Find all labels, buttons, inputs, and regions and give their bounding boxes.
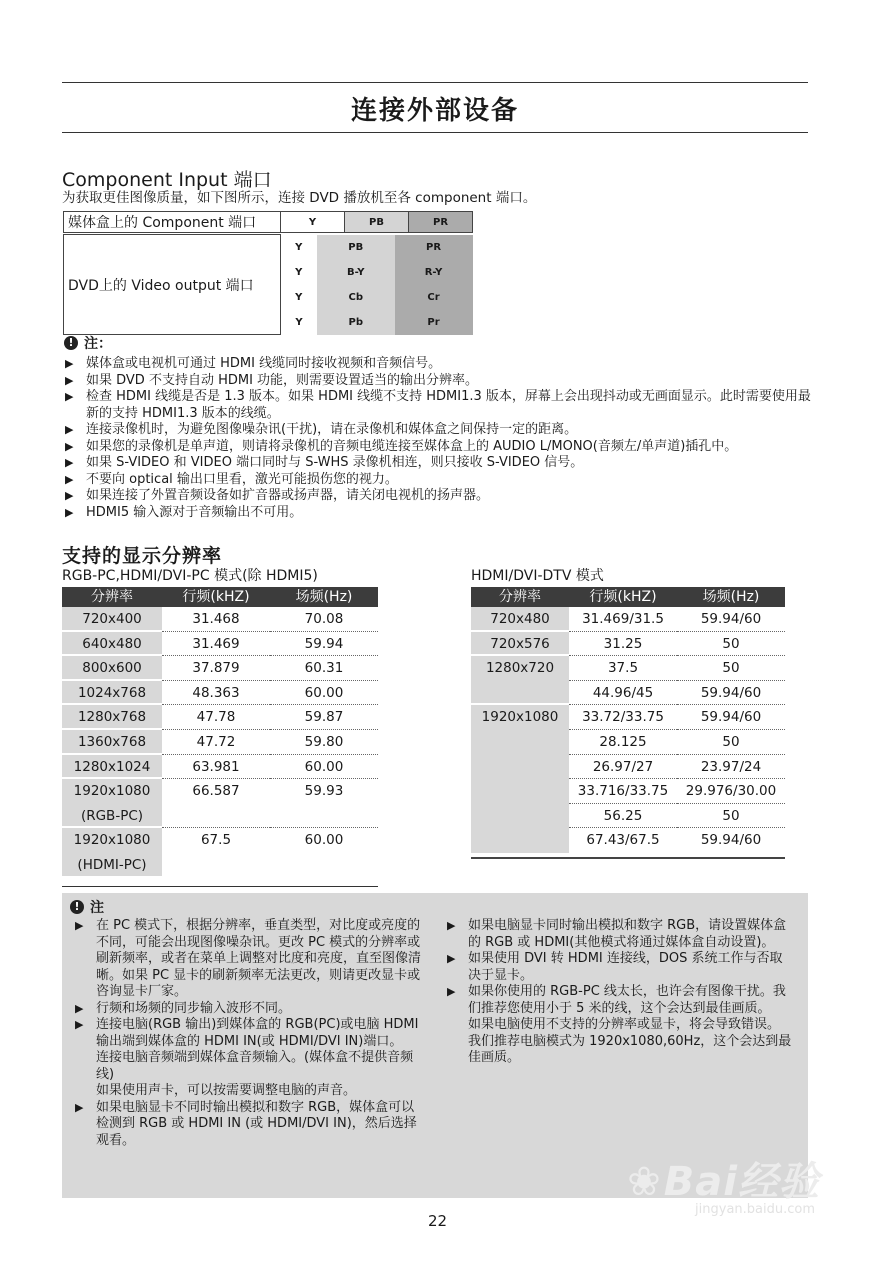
arrow-right-icon: ▶: [75, 1018, 84, 1031]
resolution-cell: 1920x1080: [62, 828, 162, 853]
arrow-right-icon: ▶: [65, 489, 74, 502]
resolution-cell: [471, 730, 569, 755]
resolution-cell: 1280x1024: [62, 755, 162, 780]
list-item: ▶ 媒体盒或电视机可通过 HDMI 线缆同时接收视频和音频信号。: [65, 356, 442, 371]
h-freq-cell: 37.879: [162, 656, 270, 681]
v-freq-cell: 60.00: [270, 681, 378, 706]
h-freq-cell: 33.72/33.75: [569, 705, 677, 730]
resolution-cell: [471, 779, 569, 804]
h-freq-cell: [162, 853, 270, 878]
h-freq-cell: 37.5: [569, 656, 677, 681]
v-freq-cell: 59.94/60: [677, 705, 785, 730]
h-freq-cell: 66.587: [192, 783, 240, 800]
h-freq-cell: 67.43/67.5: [586, 832, 660, 849]
table-row: [471, 755, 785, 780]
arrow-right-icon: ▶: [65, 439, 74, 453]
arrow-right-icon: ▶: [447, 985, 456, 998]
v-freq-cell: 50: [677, 656, 785, 681]
arrow-right-icon: ▶: [65, 373, 74, 387]
h-freq-cell: 33.716/33.75: [569, 779, 677, 804]
dvd-cell: Y: [281, 260, 317, 285]
list-item: ▶ 如果 S-VIDEO 和 VIDEO 端口同时与 S-WHS 录像机相连，则只接收 S-VIDEO 信号。: [65, 455, 584, 470]
resolution-cell: 1920x1080: [62, 779, 162, 804]
dtv-caption: HDMI/DVI-DTV 模式: [471, 568, 604, 584]
resolution-cell: 800x600: [62, 656, 162, 681]
resolution-heading: 支持的显示分辨率: [62, 545, 223, 567]
pc-resolution-table: [62, 587, 378, 878]
table-row: [471, 804, 785, 829]
list-item: ▶ 连接录像机时，为避免图像噪杂讯(干扰)，请在录像机和媒体盒之间保持一定的距离。: [65, 422, 578, 437]
list-item-continuation: 连接电脑音频端到媒体盒音频输入。(媒体盒不提供音频线): [96, 1050, 414, 1082]
box-port-pr: PR: [409, 212, 473, 233]
arrow-right-icon: ▶: [447, 919, 456, 932]
list-item: ▶ 在 PC 模式下，根据分辨率，垂直类型，对比度或亮度的不同，可能会出现图像噪杂讯。更改 PC 模式的分辨率或刷新频率，或者在菜单上调整对比度和亮度，直至图像清晰。如果 PC 显卡的刷新频率无法更改，则请更改显卡或咨询显卡厂家。: [75, 918, 422, 999]
h-freq-cell: 47.78: [162, 705, 270, 730]
table-row: [471, 730, 785, 755]
table-row: [471, 779, 785, 804]
list-item: ▶ 如果 DVD 不支持自动 HDMI 功能，则需要设置适当的输出分辨率。: [65, 372, 479, 388]
h-freq-cell: 31.469: [162, 632, 270, 657]
baidu-watermark-logo: ❀Bai经验: [627, 1159, 820, 1205]
table-row: [62, 656, 378, 681]
dvd-cell: Pb: [317, 310, 395, 335]
v-freq-cell: 59.94: [270, 632, 378, 657]
resolution-cell: 720x400: [62, 607, 162, 632]
component-intro: 为获取更佳图像质量，如下图所示，连接 DVD 播放机至各 component 端口。: [62, 190, 537, 206]
arrow-right-icon: ▶: [65, 456, 74, 469]
v-freq-cell: 59.94/60: [677, 681, 785, 706]
dvd-cell: PB: [317, 235, 395, 260]
h-freq-cell: 48.363: [162, 681, 270, 706]
list-item: ▶ 行频和场频的同步输入波形不同。: [75, 1000, 292, 1016]
box-port-pb: PB: [345, 212, 409, 233]
arrow-right-icon: ▶: [65, 505, 74, 519]
v-freq-cell: 50: [677, 632, 785, 657]
resolution-cell: 640x480: [62, 632, 162, 657]
v-freq-cell: 60.00: [304, 832, 344, 849]
resolution-cell: 1280x768: [62, 705, 162, 730]
paw-icon: ❀: [627, 1159, 662, 1205]
h-freq-cell: 44.96/45: [569, 681, 677, 706]
table-row: [62, 804, 378, 829]
component-heading: Component Input 端口: [62, 169, 272, 191]
h-freq-cell: 28.125: [569, 730, 677, 755]
dtv-resolution-table: [471, 587, 785, 853]
h-freq-cell: 31.468: [162, 607, 270, 632]
list-item: ▶ 如果电脑显卡不同时输出模拟和数字 RGB，媒体盒可以检测到 RGB 或 HDMI IN (或 HDMI/DVI IN)，然后选择观看。: [75, 1099, 417, 1148]
arrow-right-icon: ▶: [75, 1001, 84, 1015]
page-title: 连接外部设备: [350, 96, 519, 126]
page-number: 22: [427, 1212, 448, 1230]
table-row: [471, 607, 785, 632]
v-freq-cell: 29.976/30.00: [677, 779, 785, 804]
v-freq-cell: 60.00: [270, 755, 378, 780]
v-freq-cell: [270, 853, 378, 878]
v-freq-cell: 59.87: [270, 705, 378, 730]
table-row: [62, 779, 378, 804]
list-item-continuation: 如果电脑使用不支持的分辨率或显卡，将会导致错误。: [468, 1017, 781, 1032]
list-item-continuation: 我们推荐电脑模式为 1920x1080,60Hz，这个会达到最佳画质。: [468, 1033, 792, 1065]
v-freq-cell: 23.97/24: [677, 755, 785, 780]
table-row: [62, 828, 378, 853]
resolution-cell: [471, 755, 569, 780]
table-header: 分辨率 行频(kHZ) 场频(Hz): [62, 587, 378, 607]
dvd-cell: Cb: [317, 285, 395, 310]
v-freq-cell: 59.80: [270, 730, 378, 755]
h-freq-cell: 63.981: [162, 755, 270, 780]
note1-list: [62, 356, 812, 521]
list-item: ▶ 如果使用 DVI 转 HDMI 连接线，DOS 系统工作与否取决于显卡。: [447, 951, 783, 983]
table-row: [62, 681, 378, 706]
list-item-continuation: 如果使用声卡，可以按需要调整电脑的声音。: [96, 1083, 357, 1098]
table-row: [62, 705, 378, 730]
resolution-cell: 1360x768: [62, 730, 162, 755]
table-row: [62, 755, 378, 780]
v-freq-cell: 59.94/60: [700, 832, 762, 849]
h-freq-cell: 47.72: [162, 730, 270, 755]
v-freq-cell: 59.93: [304, 783, 344, 800]
v-freq-cell: 60.31: [270, 656, 378, 681]
h-freq-cell: 56.25: [569, 804, 677, 829]
dvd-cell: Y: [281, 235, 317, 260]
list-item: ▶ HDMI5 输入源对于音频输出不可用。: [65, 504, 303, 520]
note2-right-list: [444, 918, 794, 1067]
dvd-cell: Pr: [395, 310, 473, 335]
dvd-cell: Y: [281, 310, 317, 335]
list-item: ▶ 如果连接了外置音频设备如扩音器或扬声器，请关闭电视机的扬声器。: [65, 488, 490, 503]
list-item: ▶ 不要向 optical 输出口里看，激光可能损伤您的视力。: [65, 471, 398, 487]
h-freq-cell: 67.5: [200, 832, 232, 849]
h-freq-cell: 31.25: [569, 632, 677, 657]
dvd-port-label: DVD上的 Video output 端口: [64, 235, 281, 335]
component-dvd-table: [63, 234, 473, 335]
list-item: ▶ 连接电脑(RGB 输出)到媒体盒的 RGB(PC)或电脑 HDMI 输出端到媒体盒的 HDMI IN(或 HDMI/DVI IN)端口。: [75, 1017, 419, 1049]
arrow-right-icon: ▶: [65, 472, 74, 486]
list-item: ▶ 如果您的录像机是单声道，则请将录像机的音频电缆连接至媒体盒上的 AUDIO L/MONO(音频左/单声道)插孔中。: [65, 438, 738, 454]
v-freq-cell: 50: [677, 804, 785, 829]
v-freq-cell: 59.94/60: [677, 607, 785, 632]
arrow-right-icon: ▶: [65, 390, 74, 403]
watermark-url: jingyan.baidu.com: [695, 1202, 815, 1217]
table-row: [471, 681, 785, 706]
component-box-table: [63, 211, 473, 233]
list-item: ▶ 如果电脑显卡同时输出模拟和数字 RGB，请设置媒体盒的 RGB 或 HDMI(其他模式将通过媒体盒自动设置)。: [447, 918, 787, 950]
arrow-right-icon: ▶: [65, 357, 74, 370]
v-freq-cell: 70.08: [270, 607, 378, 632]
dvd-cell: PR: [395, 235, 473, 260]
list-item: ▶ 检查 HDMI 线缆是否是 1.3 版本。如果 HDMI 线缆不支持 HDMI1.3 版本，屏幕上会出现抖动或无画面显示。此时需要使用最新的支持 HDMI1.3 版本的线缆。: [65, 389, 811, 421]
table-row: [62, 632, 378, 657]
h-freq-cell: 26.97/27: [569, 755, 677, 780]
arrow-right-icon: ▶: [75, 1100, 84, 1114]
table-row: [471, 828, 785, 853]
h-freq-cell: [162, 804, 270, 829]
note2-left-list: [72, 918, 424, 1149]
table-row: [62, 853, 378, 878]
dvd-cell: B-Y: [317, 260, 395, 285]
list-item: ▶ 如果你使用的 RGB-PC 线太长，也许会有图像干扰。我们推荐您使用小于 5 米的线，这个会达到最佳画质。: [447, 984, 786, 1016]
arrow-right-icon: ▶: [75, 919, 84, 932]
arrow-right-icon: ▶: [65, 423, 74, 436]
arrow-right-icon: ▶: [447, 952, 456, 965]
resolution-cell: 720x576: [471, 632, 569, 657]
resolution-cell: 1280x720: [471, 656, 569, 681]
resolution-cell: (RGB-PC): [62, 804, 162, 829]
table-row: [471, 632, 785, 657]
resolution-cell: 1920x1080: [471, 705, 569, 730]
table-row: [62, 607, 378, 632]
table-header: 分辨率 行频(kHZ) 场频(Hz): [471, 587, 785, 607]
resolution-cell: [471, 828, 569, 853]
table-row: [471, 705, 785, 730]
v-freq-cell: [270, 804, 378, 829]
warning-icon: !: [70, 900, 84, 914]
v-freq-cell: 50: [677, 730, 785, 755]
h-freq-cell: 31.469/31.5: [569, 607, 677, 632]
dvd-cell: Cr: [395, 285, 473, 310]
resolution-cell: 1024x768: [62, 681, 162, 706]
pc-caption: RGB-PC,HDMI/DVI-PC 模式(除 HDMI5): [62, 568, 318, 584]
table-row: [62, 730, 378, 755]
box-port-y: Y: [281, 212, 345, 233]
dvd-cell: R-Y: [395, 260, 473, 285]
dvd-cell: Y: [281, 285, 317, 310]
note2-heading: ! 注: [70, 897, 104, 917]
resolution-cell: [471, 681, 569, 706]
resolution-cell: 720x480: [471, 607, 569, 632]
table-row: [471, 656, 785, 681]
note1-heading: ! 注：: [64, 333, 112, 353]
warning-icon: !: [64, 336, 78, 350]
resolution-cell: (HDMI-PC): [62, 853, 162, 878]
resolution-cell: [471, 804, 569, 829]
box-port-label: 媒体盒上的 Component 端口: [64, 212, 281, 233]
